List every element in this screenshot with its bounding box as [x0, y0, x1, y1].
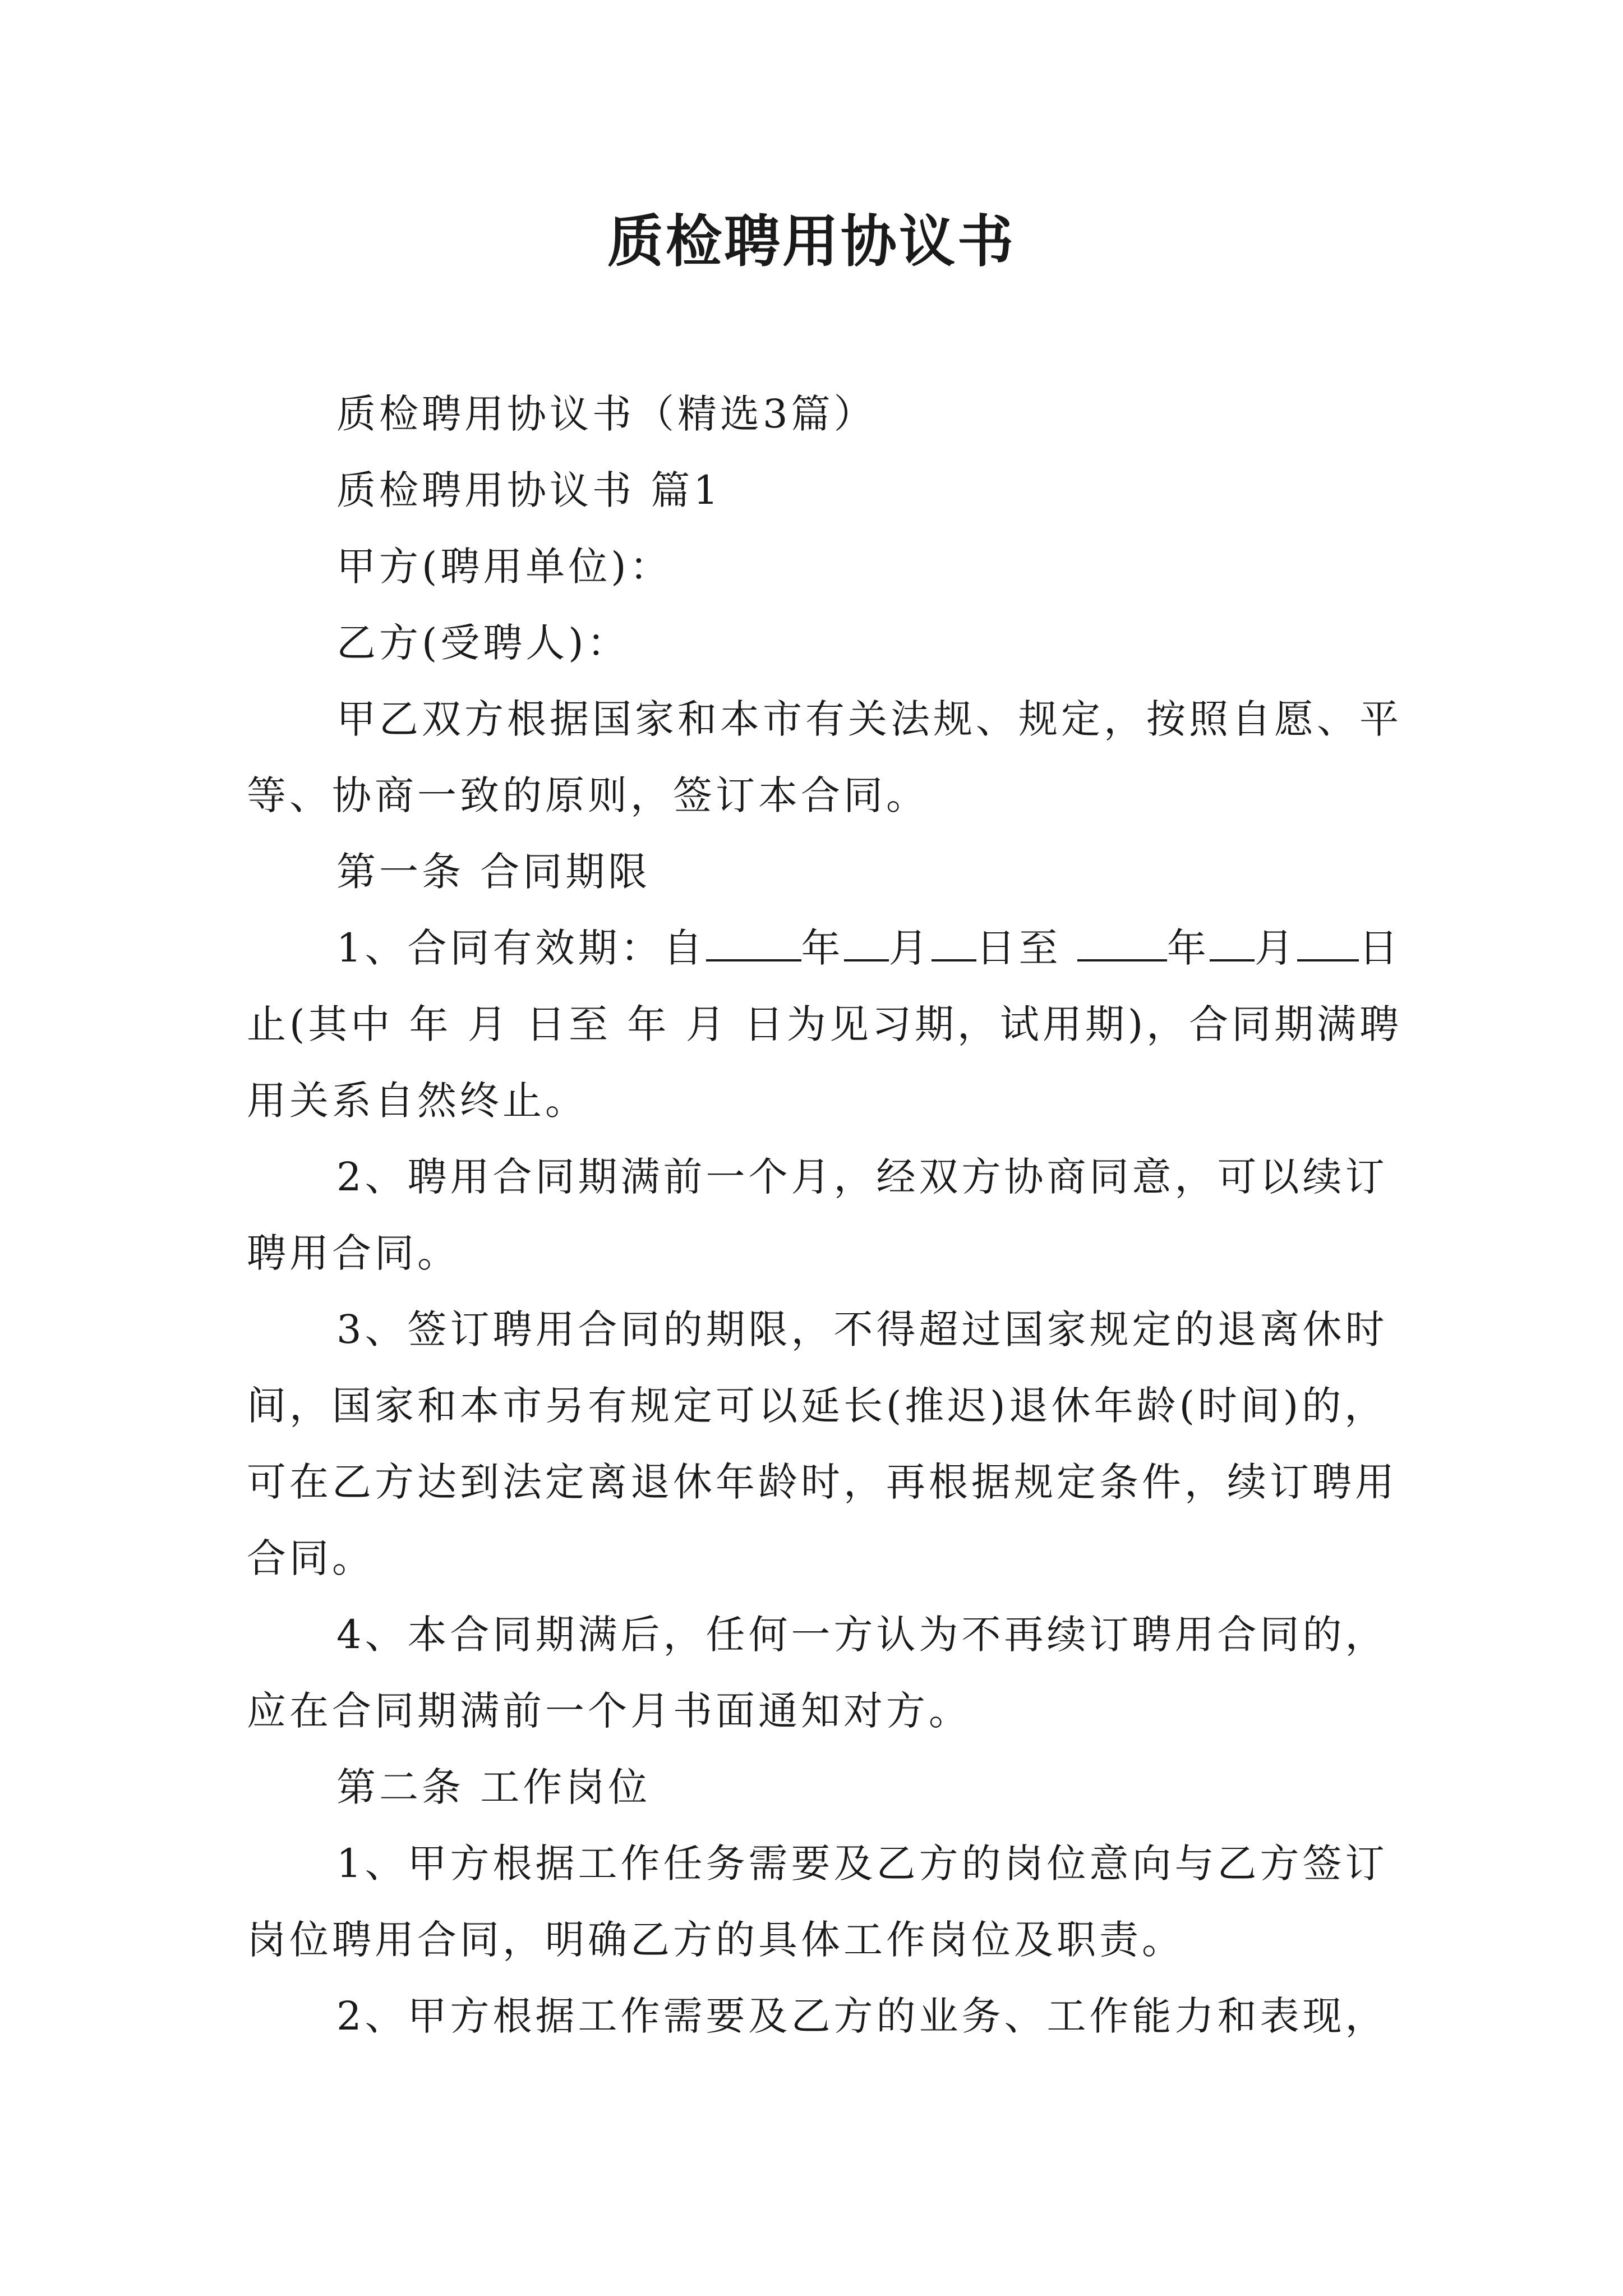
paragraph-article-1-clause-2: 2、聘用合同期满前一个月，经双方协商同意，可以续订聘用合同。 [247, 1154, 1388, 1276]
blank-line [1077, 926, 1167, 961]
paragraph-article-2-clause-2: 2、甲方根据工作需要及乙方的业务、工作能力和表现， [336, 1993, 1388, 2039]
clause-text: 日止(其中 年 月 日至 年 月 日为见习期，试用期)，合同期满聘用关系自然终止。 [247, 925, 1403, 1124]
paragraph-article-1-clause-3: 3、签订聘用合同的期限，不得超过国家规定的退离休时间，国家和本市另有规定可以延长(推迟)退休年龄(时间)的，可在乙方达到法定离退休年龄时，再根据规定条件，续订聘用合同。 [247, 1306, 1398, 1581]
blank-line [1210, 926, 1255, 961]
document-body [247, 376, 1419, 2054]
document-title: 质检聘用协议书 [607, 208, 1016, 274]
paragraph-subtitle: 质检聘用协议书（精选3篇） [336, 391, 877, 437]
paragraph-article-1-clause-4: 4、本合同期满后，任何一方认为不再续订聘用合同的，应在合同期满前一个月书面通知对方。 [247, 1612, 1388, 1734]
paragraph-article-2-heading: 第二条 工作岗位 [336, 1764, 651, 1810]
paragraph-article-1-clause-1 [247, 910, 1419, 1139]
paragraph-section-heading: 质检聘用协议书 篇1 [336, 467, 722, 513]
paragraph-party-b: 乙方(受聘人)： [336, 620, 630, 666]
clause-text: 月 [888, 925, 932, 971]
blank-line [932, 926, 976, 961]
paragraph-article-1-heading: 第一条 合同期限 [336, 849, 651, 895]
paragraph-preamble: 甲乙双方根据国家和本市有关法规、规定，按照自愿、平等、协商一致的原则，签订本合同。 [247, 696, 1402, 818]
paragraph-party-a: 甲方(聘用单位)： [336, 544, 672, 590]
clause-text: 1、合同有效期：自 [336, 925, 706, 971]
blank-line [844, 926, 889, 961]
blank-line [706, 926, 801, 961]
clause-text: 年 [801, 925, 844, 971]
clause-text: 年 [1166, 925, 1210, 971]
clause-text: 日至 [976, 925, 1077, 971]
paragraph-article-2-clause-1: 1、甲方根据工作任务需要及乙方的岗位意向与乙方签订岗位聘用合同，明确乙方的具体工作岗位及职责。 [247, 1841, 1388, 1963]
blank-line [1297, 926, 1359, 961]
clause-text: 月 [1254, 925, 1297, 971]
